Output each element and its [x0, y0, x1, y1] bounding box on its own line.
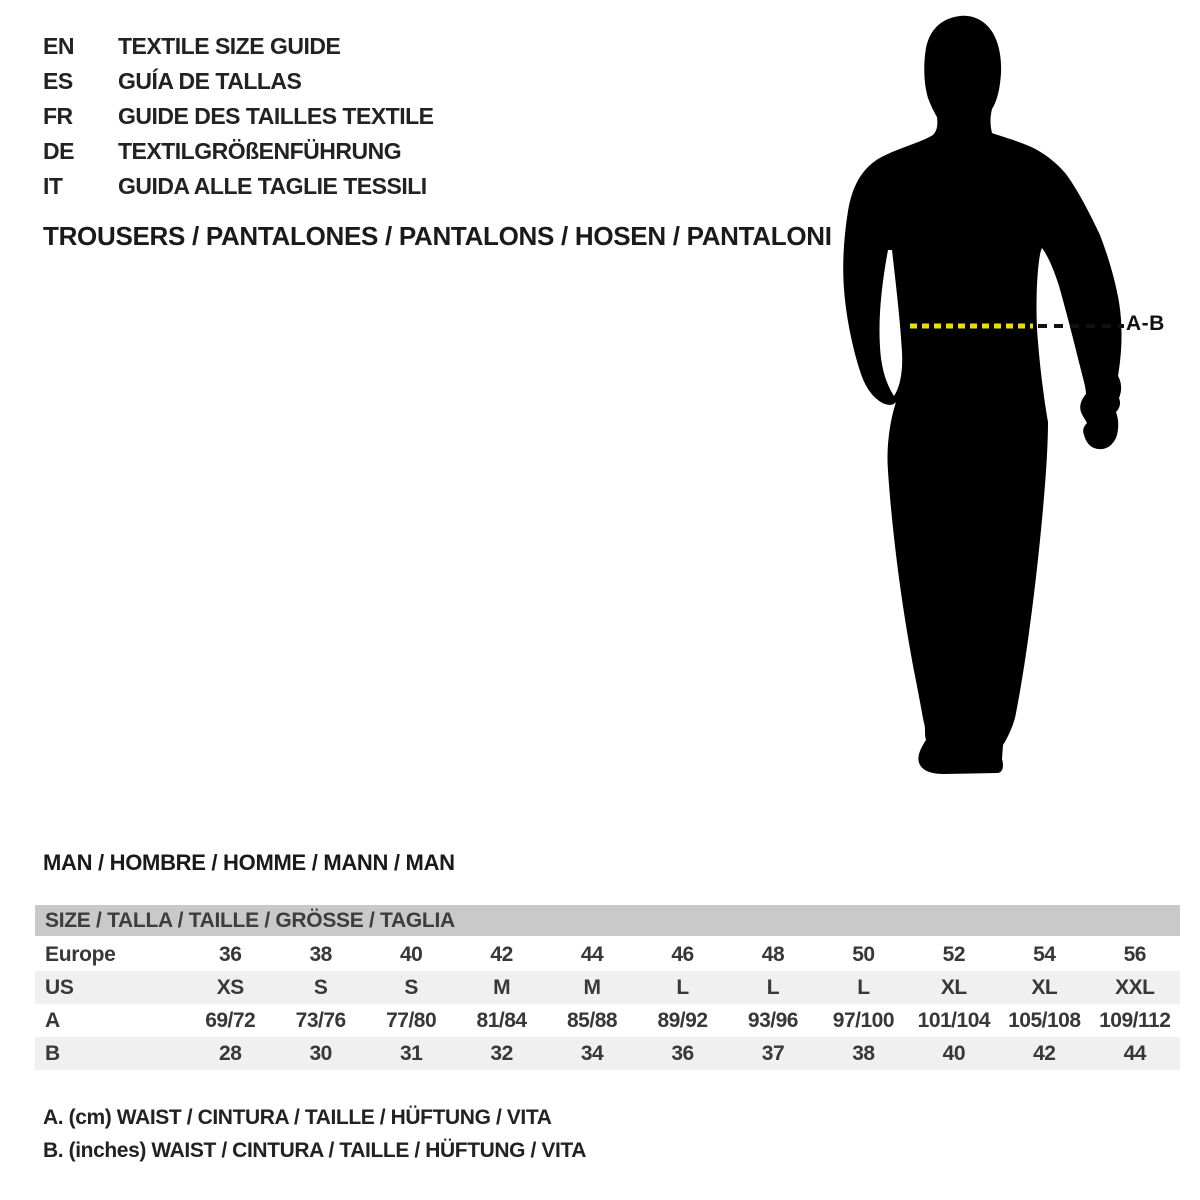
- table-cell: 109/112: [1099, 1008, 1171, 1032]
- table-cell: 42: [1033, 1041, 1056, 1065]
- table-cell: M: [583, 975, 601, 999]
- table-cell: 54: [1033, 942, 1056, 966]
- table-cell: 101/104: [917, 1008, 991, 1032]
- size-table-header-bar: [35, 905, 1180, 936]
- table-row-a-cm: [35, 1004, 1180, 1037]
- table-cell: 44: [580, 942, 604, 966]
- table-cell: S: [313, 975, 328, 999]
- table-cell: 52: [942, 942, 966, 966]
- footnote-b: B. (inches) WAIST / CINTURA / TAILLE / HÜFTUNG / VITA: [43, 1139, 587, 1162]
- table-cell: 30: [309, 1041, 332, 1065]
- table-cell: 44: [1123, 1041, 1146, 1065]
- language-label: GUÍA DE TALLAS: [118, 68, 302, 94]
- language-code: EN: [43, 33, 74, 59]
- table-cell: 40: [942, 1041, 966, 1065]
- table-cell: 97/100: [832, 1008, 895, 1032]
- section-title-man: MAN / HOMBRE / HOMME / MANN / MAN: [43, 850, 455, 875]
- table-row-us: [35, 971, 1180, 1004]
- table-cell: 36: [219, 942, 242, 966]
- measurement-footnotes: [43, 1106, 586, 1172]
- language-label: TEXTILGRÖßENFÜHRUNG: [118, 138, 402, 164]
- table-row-b-inches: [35, 1037, 1180, 1070]
- table-cell: 42: [490, 942, 513, 966]
- language-row: [43, 173, 434, 208]
- table-cell: 38: [309, 942, 332, 966]
- table-cell: 46: [671, 942, 694, 966]
- table-cell: XL: [940, 975, 967, 999]
- language-label: GUIDA ALLE TAGLIE TESSILI: [118, 173, 427, 199]
- table-cell: L: [766, 975, 780, 999]
- language-code: FR: [43, 103, 73, 129]
- language-code: ES: [43, 68, 73, 94]
- table-cell: XXL: [1115, 975, 1155, 999]
- row-label: B: [45, 1041, 60, 1065]
- language-header: [43, 33, 434, 208]
- table-cell: 28: [219, 1041, 242, 1065]
- language-label: TEXTILE SIZE GUIDE: [118, 33, 341, 59]
- language-row: [43, 33, 434, 68]
- table-cell: 37: [761, 1041, 785, 1065]
- table-cell: 85/88: [567, 1008, 618, 1032]
- garment-title: TROUSERS / PANTALONES / PANTALONS / HOSEN / PANTALONI: [43, 221, 832, 251]
- table-cell: 105/108: [1008, 1008, 1081, 1032]
- language-code: DE: [43, 138, 74, 164]
- table-cell: S: [404, 975, 418, 999]
- table-row-europe: [35, 938, 1180, 971]
- table-cell: 56: [1123, 942, 1146, 966]
- table-cell: 34: [580, 1041, 604, 1065]
- table-cell: 48: [761, 942, 785, 966]
- language-row: [43, 103, 434, 138]
- man-silhouette-figure: [840, 0, 1170, 785]
- table-cell: L: [676, 975, 689, 999]
- size-table-header-text: SIZE / TALLA / TAILLE / GRÖSSE / TAGLIA: [45, 908, 455, 932]
- size-table: [35, 905, 1180, 1070]
- language-row: [43, 138, 434, 173]
- table-cell: 77/80: [386, 1008, 437, 1032]
- table-cell: 69/72: [205, 1008, 256, 1032]
- table-cell: XL: [1031, 975, 1058, 999]
- table-cell: XS: [216, 975, 244, 999]
- table-cell: L: [857, 975, 870, 999]
- measure-label-ab: A-B: [1126, 312, 1165, 335]
- table-cell: 89/92: [657, 1008, 708, 1032]
- table-cell: 38: [852, 1041, 875, 1065]
- table-cell: 93/96: [747, 1008, 798, 1032]
- table-cell: 73/76: [295, 1008, 346, 1032]
- row-label: US: [45, 975, 74, 999]
- man-silhouette: [843, 16, 1121, 774]
- footnote-a: A. (cm) WAIST / CINTURA / TAILLE / HÜFTUNG / VITA: [43, 1106, 552, 1129]
- table-cell: 32: [490, 1041, 513, 1065]
- language-label: GUIDE DES TAILLES TEXTILE: [118, 103, 434, 129]
- table-cell: 40: [399, 942, 423, 966]
- language-row: [43, 68, 434, 103]
- language-code: IT: [43, 173, 63, 199]
- table-cell: M: [493, 975, 511, 999]
- table-cell: 31: [399, 1041, 423, 1065]
- row-label: Europe: [45, 942, 116, 966]
- table-cell: 50: [852, 942, 875, 966]
- row-label: A: [45, 1008, 60, 1032]
- table-cell: 36: [671, 1041, 694, 1065]
- table-cell: 81/84: [476, 1008, 527, 1032]
